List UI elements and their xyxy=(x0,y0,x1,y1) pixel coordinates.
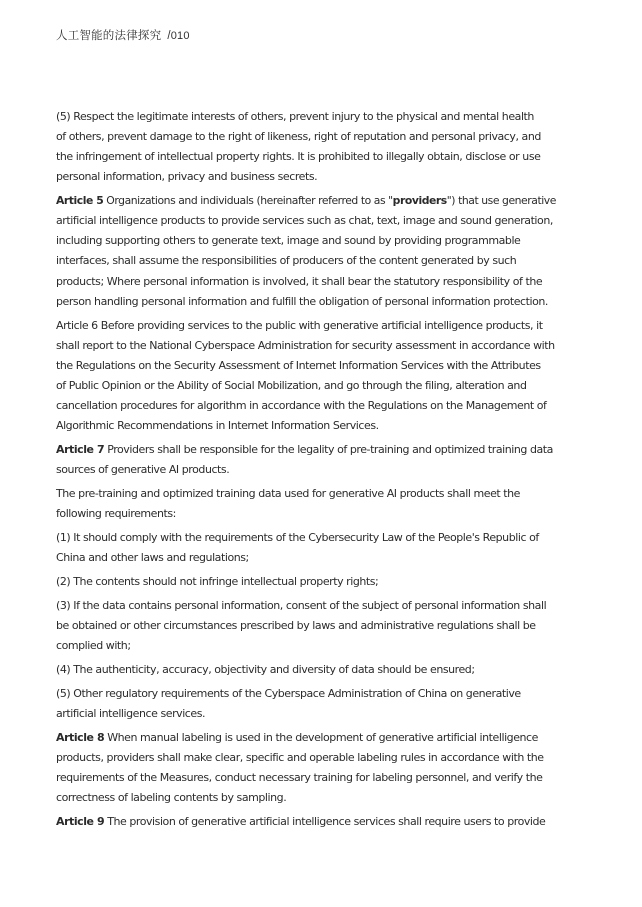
text-line xyxy=(56,788,556,808)
paragraph xyxy=(56,440,556,480)
paragraph xyxy=(56,484,556,524)
line-text: The pre-training and optimized training data used for generative AI products shall meet the xyxy=(56,486,520,500)
text-line xyxy=(56,107,556,127)
text-line xyxy=(56,660,556,680)
paragraph xyxy=(56,728,556,808)
paragraph xyxy=(56,191,556,312)
text-line xyxy=(56,316,556,336)
article-number: Article 7 xyxy=(56,442,105,456)
text-line xyxy=(56,596,556,616)
article-number: Article 9 xyxy=(56,814,105,828)
text-line xyxy=(56,484,556,504)
text-line xyxy=(56,147,556,167)
defined-term: providers xyxy=(392,194,447,208)
text-line xyxy=(56,684,556,704)
line-text: correctness of labeling contents by sampling. xyxy=(56,790,287,804)
text-line xyxy=(56,191,556,211)
line-text: (5) Respect the legitimate interests of others, prevent injury to the physical and mental health xyxy=(56,110,534,123)
paragraph xyxy=(56,528,556,568)
line-text: of others, prevent damage to the right of likeness, right of reputation and personal privacy, and xyxy=(56,130,541,144)
text-line xyxy=(56,167,556,187)
line-text: products; Where personal information is involved, it shall bear the statutory responsibility of the xyxy=(56,274,543,288)
page-number: 010 xyxy=(170,30,190,42)
line-text: products, providers shall make clear, specific and operable labeling rules in accordance with the xyxy=(56,750,544,764)
text-line xyxy=(56,231,556,251)
paragraph xyxy=(56,660,556,680)
text-line xyxy=(56,251,556,271)
text-line xyxy=(56,728,556,748)
book-title: 人工智能的法律探究 xyxy=(56,28,162,42)
text-line xyxy=(56,356,556,376)
line-text: personal information, privacy and business secrets. xyxy=(56,170,318,184)
paragraph xyxy=(56,684,556,724)
article-number: Article 5 xyxy=(56,194,104,208)
text-line xyxy=(56,127,556,147)
line-text: shall report to the National Cyberspace Administration for security assessment in accordance with xyxy=(56,338,555,352)
text-line xyxy=(56,748,556,768)
paragraph xyxy=(56,812,556,832)
paragraph xyxy=(56,596,556,656)
running-header xyxy=(56,27,190,43)
text-line xyxy=(56,416,556,436)
line-text: including supporting others to generate text, image and sound by providing programmable xyxy=(56,234,521,248)
paragraph xyxy=(56,107,556,187)
line-text: When manual labeling is used in the development of generative artificial intelligence xyxy=(104,730,538,744)
text-line xyxy=(56,396,556,416)
paragraph xyxy=(56,572,556,592)
text-line xyxy=(56,336,556,356)
line-text: interfaces, shall assume the responsibilities of producers of the content generated by such xyxy=(56,254,517,268)
text-line xyxy=(56,548,556,568)
line-text: (5) Other regulatory requirements of the Cyberspace Administration of China on generative xyxy=(56,686,521,700)
line-text-tail: ") that use generative xyxy=(446,194,556,208)
text-line xyxy=(56,440,556,460)
line-text: the Regulations on the Security Assessment of Internet Information Services with the Attributes xyxy=(56,358,541,372)
line-text: China and other laws and regulations; xyxy=(56,550,249,564)
line-text: Article 6 Before providing services to the public with generative artificial intelligence products, it xyxy=(56,318,543,332)
line-text: (1) It should comply with the requirements of the Cybersecurity Law of the People's Republic of xyxy=(56,530,539,544)
text-line xyxy=(56,768,556,788)
text-line xyxy=(56,616,556,636)
line-text: complied with; xyxy=(56,638,131,652)
text-line xyxy=(56,528,556,548)
line-text: The provision of generative artificial intelligence services shall require users to provide xyxy=(104,814,546,828)
line-text: requirements of the Measures, conduct necessary training for labeling personnel, and verify the xyxy=(56,770,543,784)
text-line xyxy=(56,211,556,231)
line-text: (2) The contents should not infringe intellectual property rights; xyxy=(56,574,379,588)
text-line xyxy=(56,292,556,312)
text-line xyxy=(56,376,556,396)
line-text: Organizations and individuals (hereinafter referred to as " xyxy=(103,194,393,208)
line-text: sources of generative AI products. xyxy=(56,462,230,476)
line-text: Algorithmic Recommendations in Internet Information Services. xyxy=(56,419,379,432)
text-line xyxy=(56,636,556,656)
line-text: (3) If the data contains personal information, consent of the subject of personal information shall xyxy=(56,598,547,612)
paragraph xyxy=(56,316,556,437)
line-text: following requirements: xyxy=(56,506,176,520)
line-text: person handling personal information and fulfill the obligation of personal information protection. xyxy=(56,294,548,308)
line-text: of Public Opinion or the Ability of Social Mobilization, and go through the filing, alteration and xyxy=(56,378,527,392)
header-separator: / xyxy=(167,30,171,42)
line-text: artificial intelligence services. xyxy=(56,706,206,720)
line-text: cancellation procedures for algorithm in accordance with the Regulations on the Management of xyxy=(56,398,547,412)
text-line xyxy=(56,272,556,292)
line-text: be obtained or other circumstances prescribed by laws and administrative regulations shall be xyxy=(56,618,536,632)
line-text: artificial intelligence products to provide services such as chat, text, image and sound generation, xyxy=(56,214,553,228)
text-line xyxy=(56,460,556,480)
body-text xyxy=(56,107,556,836)
text-line xyxy=(56,572,556,592)
line-text: the infringement of intellectual property rights. It is prohibited to illegally obtain, disclose or use xyxy=(56,150,541,164)
line-text: Providers shall be responsible for the legality of pre-training and optimized training data xyxy=(104,442,553,456)
text-line xyxy=(56,504,556,524)
article-number: Article 8 xyxy=(56,730,105,744)
text-line xyxy=(56,812,556,832)
line-text: (4) The authenticity, accuracy, objectivity and diversity of data should be ensured; xyxy=(56,662,475,676)
text-line xyxy=(56,704,556,724)
